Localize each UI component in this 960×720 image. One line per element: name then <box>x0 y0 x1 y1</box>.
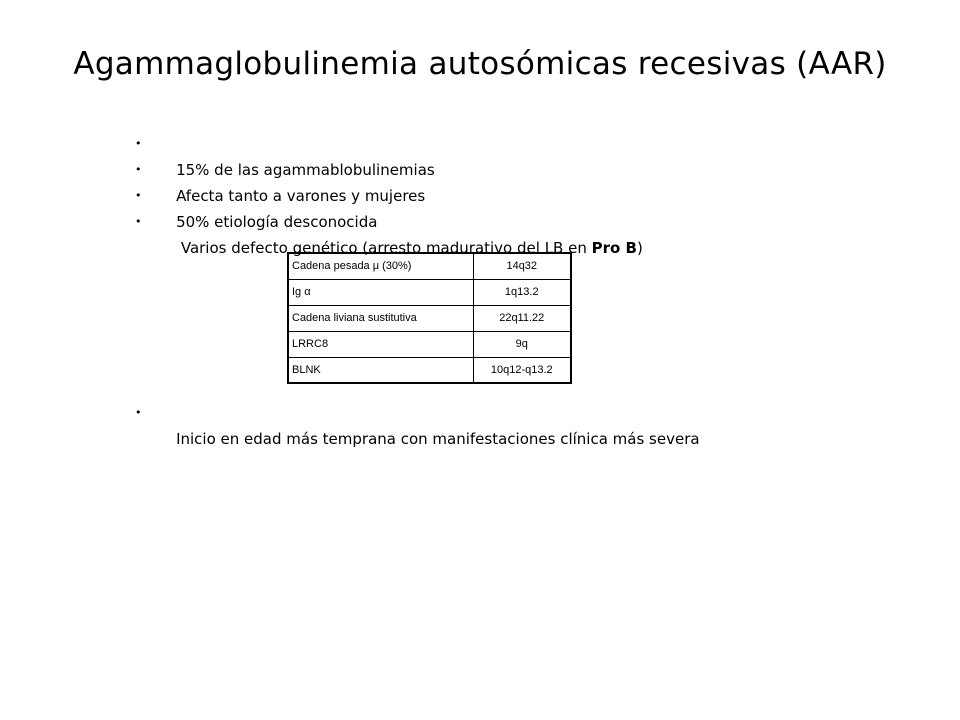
list-item <box>135 157 643 205</box>
bullet-list <box>135 131 643 257</box>
list-item <box>135 400 700 448</box>
bullet-dot: • <box>135 215 142 228</box>
table-row <box>288 357 571 383</box>
table-cell-locus: 14q32 <box>473 253 571 279</box>
table-row <box>288 331 571 357</box>
table-cell-name: BLNK <box>288 357 473 383</box>
table-cell-locus: 9q <box>473 331 571 357</box>
slide-title: Agammaglobulinemia autosómicas recesivas (AAR) <box>73 46 887 82</box>
table-cell-name: Cadena liviana sustitutiva <box>288 305 473 331</box>
table-cell-locus: 22q11.22 <box>473 305 571 331</box>
list-item <box>135 131 643 179</box>
table-cell-locus: 10q12-q13.2 <box>473 357 571 383</box>
list-item-text: 50% etiología desconocida <box>176 213 378 231</box>
gene-table <box>287 252 572 384</box>
bullet-dot: • <box>135 137 142 150</box>
table-row <box>288 305 571 331</box>
bullet-list-after-table <box>135 400 700 448</box>
table-row <box>288 279 571 305</box>
list-item-text: Varios defecto genético (arresto madurativo del LB en <box>176 239 592 257</box>
list-item <box>135 209 643 257</box>
table-cell-name: Cadena pesada μ (30%) <box>288 253 473 279</box>
list-item-bold-text: Pro B <box>591 239 637 257</box>
list-item-text: Inicio en edad más temprana con manifestaciones clínica más severa <box>176 430 700 448</box>
table-cell-name: Ig α <box>288 279 473 305</box>
bullet-dot: • <box>135 163 142 176</box>
list-item <box>135 183 643 231</box>
table-cell-locus: 1q13.2 <box>473 279 571 305</box>
list-item-suffix: ) <box>636 239 643 257</box>
table-cell-name: LRRC8 <box>288 331 473 357</box>
bullet-dot: • <box>135 189 142 202</box>
bullet-dot: • <box>135 406 142 419</box>
table-row <box>288 253 571 279</box>
list-item-text: Afecta tanto a varones y mujeres <box>176 187 426 205</box>
list-item-text: 15% de las agammablobulinemias <box>176 161 435 179</box>
